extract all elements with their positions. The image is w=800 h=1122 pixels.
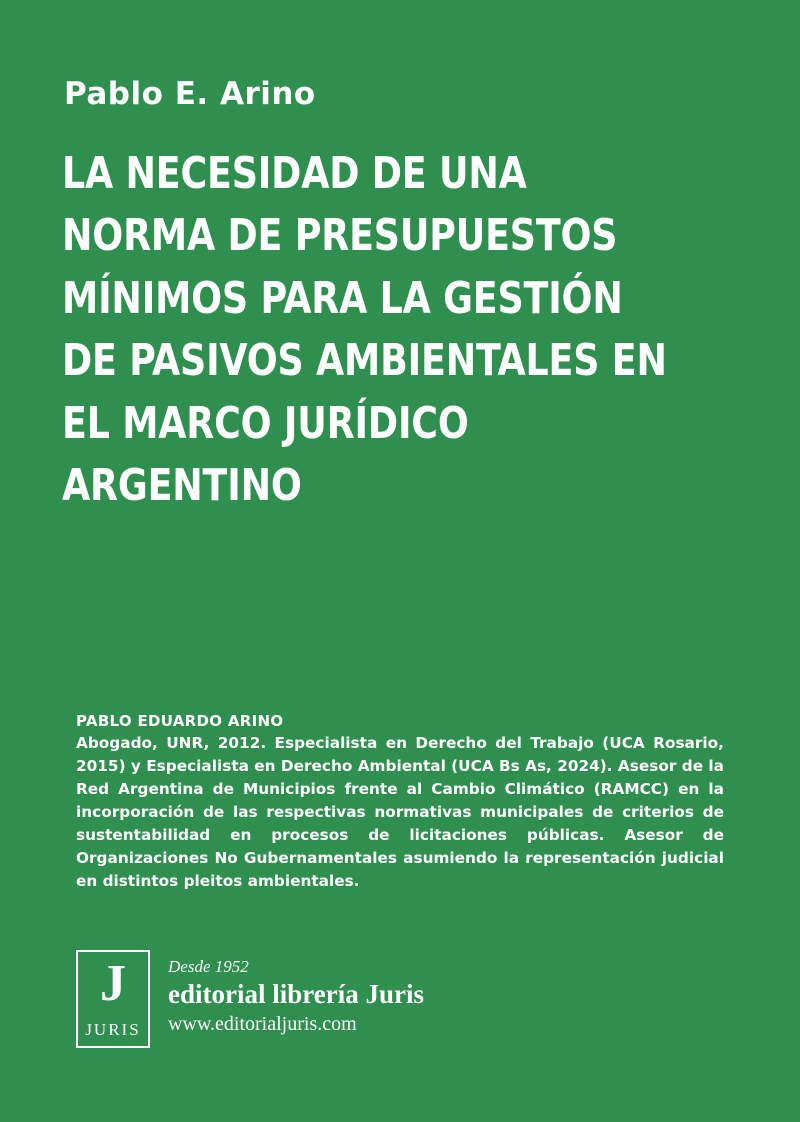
- page-title: LA NECESIDAD DE UNA NORMA DE PRESUPUESTOS MÍNIMOS PARA LA GESTIÓN DE PASIVOS AMBIENTALES EN EL MARCO JURÍDICO ARGENTINO: [62, 148, 667, 512]
- publisher-text: [168, 950, 424, 1036]
- juris-logo-letter: J: [100, 955, 126, 1012]
- juris-logo-word: JURIS: [85, 1020, 141, 1039]
- author-bio-name: PABLO EDUARDO ARINO: [76, 712, 284, 730]
- publisher-since: Desde 1952: [168, 957, 249, 976]
- publisher-block: [76, 950, 424, 1048]
- publisher-name: editorial librería Juris: [168, 978, 424, 1009]
- author-name: Pablo E. Arino: [64, 76, 316, 112]
- publisher-url: www.editorialjuris.com: [168, 1012, 357, 1035]
- author-bio: [76, 712, 724, 893]
- juris-logo-icon: [76, 950, 150, 1048]
- author-bio-text: Abogado, UNR, 2012. Especialista en Derecho del Trabajo (UCA Rosario, 2015) y Especialista en Derecho Ambiental (UCA Bs As, 2024). Asesor de la Red Argentina de Municipios frente al Cambio Climático (RAMCC) en la incorporación de las respectivas normativas municipales de criterios de sustentabilidad en procesos de licitaciones públicas. Asesor de Organizaciones No Gubernamentales asumiendo la representación judicial en distintos pleitos ambientales.: [76, 734, 724, 890]
